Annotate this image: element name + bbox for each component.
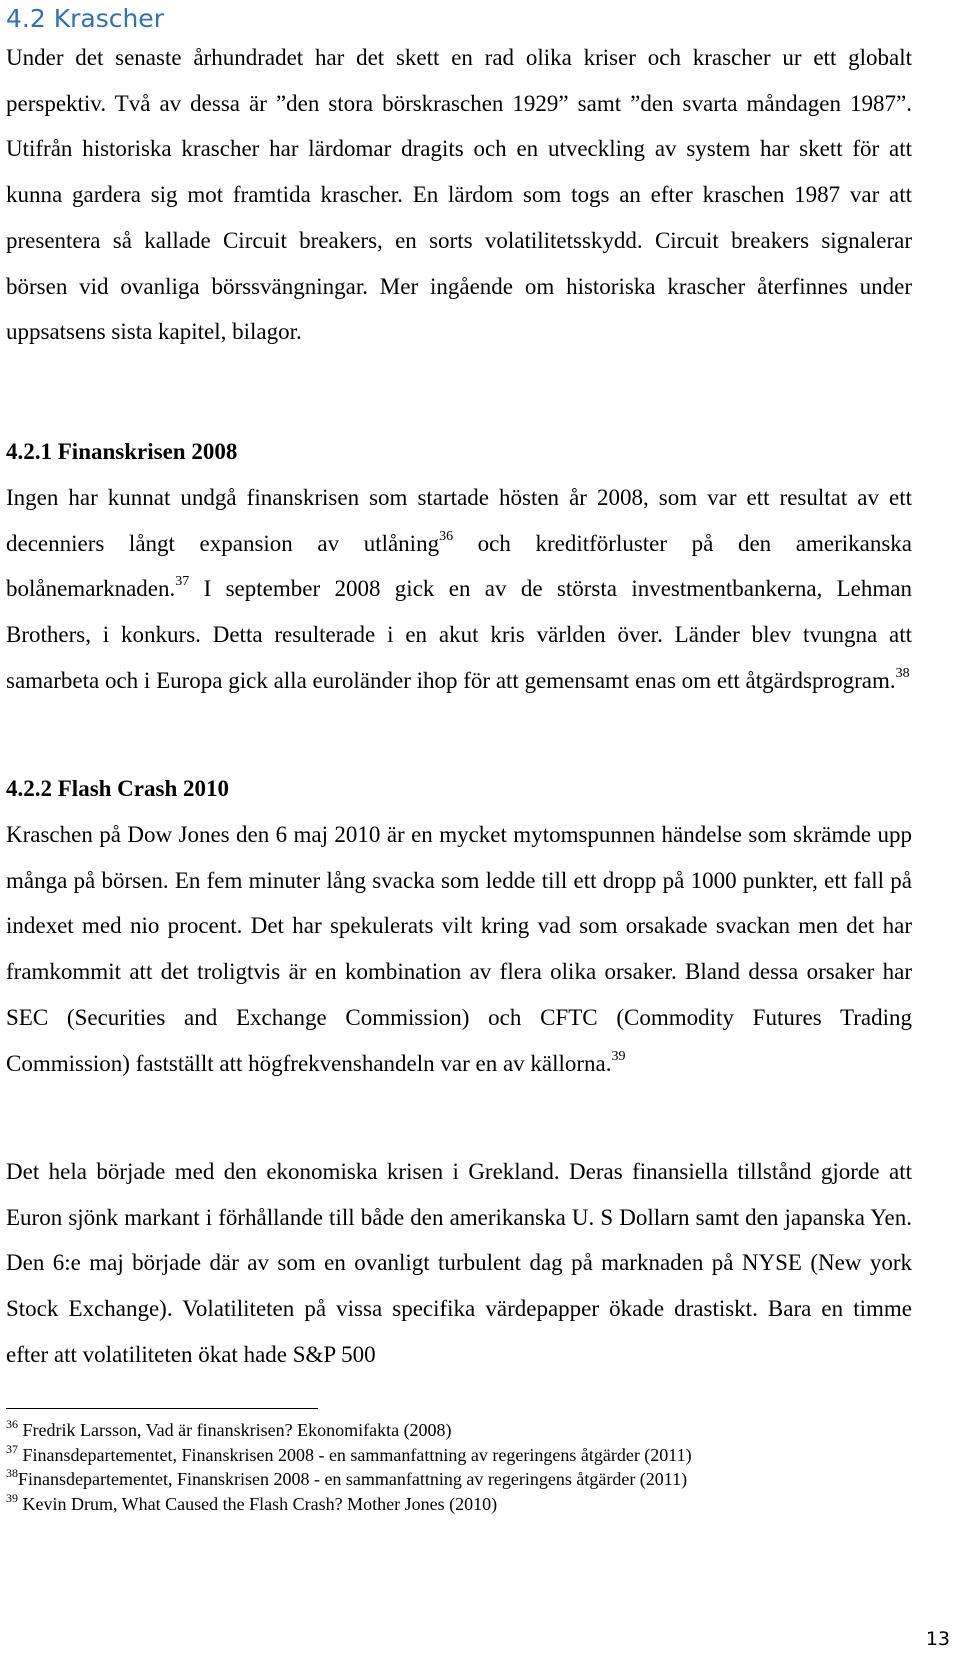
footnote-text: Fredrik Larsson, Vad är finanskrisen? Ekonomifakta (2008) (18, 1420, 452, 1440)
footnote-ref: 38 (895, 665, 910, 681)
footnote-38 (6, 1467, 912, 1492)
footnote-36 (6, 1418, 912, 1443)
page-number: 13 (925, 1628, 950, 1650)
footnote-39 (6, 1492, 912, 1517)
flash-crash-paragraph-1 (6, 812, 912, 1086)
footnote-text: Finansdepartementet, Finanskrisen 2008 - en sammanfattning av regeringens åtgärder (2011) (18, 1469, 688, 1489)
flash-crash-paragraph-2: Det hela började med den ekonomiska krisen i Grekland. Deras finansiella tillstånd gjorde att Euron sjönk markant i förhållande till både den amerikanska U. S Dollarn samt den japanska Yen. Den 6:e maj började där av som en ovanligt turbulent dag på marknaden på NYSE (New york Stock Exchange). Volatiliteten på vissa specifika värdepapper ökade drastiskt. Bara en timme efter att volatiliteten ökat hade S&P 500 (6, 1159, 912, 1367)
paragraph-text: Kraschen på Dow Jones den 6 maj 2010 är en mycket mytomspunnen händelse som skrämde upp många på börsen. En fem minuter lång svacka som ledde till ett dropp på 1000 punkter, ett fall på indexet med nio procent. Det har spekulerats vilt kring vad som orsakade svackan men det har framkommit att det troligtvis är en kombination av flera olika orsaker. Bland dessa orsaker har SEC (Securities and Exchange Commission) och CFTC (Commodity Futures Trading Commission) fastställt att högfrekvenshandeln var en av källorna. (6, 822, 912, 1076)
subsection-heading-flash-crash: 4.2.2 Flash Crash 2010 (6, 776, 229, 801)
footnote-separator (6, 1408, 318, 1409)
section-intro-paragraph: Under det senaste århundradet har det skett en rad olika kriser och krascher ur ett globalt perspektiv. Två av dessa är ”den stora börskraschen 1929” samt ”den svarta måndagen 1987”. Utifrån historiska krascher har lärdomar dragits och en utveckling av system har skett för att kunna gardera sig mot framtida krascher. En lärdom som togs an efter kraschen 1987 var att presentera så kallade Circuit breakers, en sorts volatilitetsskydd. Circuit breakers signalerar börsen vid ovanliga börssvängningar. Mer ingående om historiska krascher återfinnes under uppsatsens sista kapitel, bilagor. (6, 45, 912, 345)
footnotes (6, 1418, 912, 1516)
section-heading: 4.2 Krascher (6, 4, 164, 33)
footnote-ref: 39 (611, 1048, 626, 1064)
footnote-number: 38 (6, 1466, 18, 1480)
subsection-heading-finanskrisen: 4.2.1 Finanskrisen 2008 (6, 439, 238, 464)
paragraph-text: Ingen har kunnat undgå finanskrisen som startade hösten år 2008, som var ett resultat av ett decenniers långt expansion av utlåning (6, 485, 912, 556)
footnote-number: 37 (6, 1441, 18, 1456)
footnote-ref: 37 (175, 574, 190, 590)
paragraph-text: och kreditförluster på den amerikanska bolånemarknaden. (6, 530, 912, 602)
paragraph-text: I september 2008 gick en av de största investmentbankerna, Lehman Brothers, i konkurs. Detta resulterade i en akut kris världen över. Länder blev tvungna att samarbeta och i Europa gick alla euroländer ihop för att gemensamt enas om ett åtgärdsprogram. (6, 576, 912, 693)
footnote-number: 39 (6, 1490, 18, 1505)
footnote-37 (6, 1443, 912, 1468)
footnote-text: Finansdepartementet, Finanskrisen 2008 - en sammanfattning av regeringens åtgärder (2011) (18, 1444, 692, 1465)
finanskrisen-paragraph (6, 475, 912, 704)
footnote-ref: 36 (439, 528, 454, 544)
footnote-text: Kevin Drum, What Caused the Flash Crash? Mother Jones (2010) (18, 1493, 498, 1514)
footnote-number: 36 (6, 1417, 18, 1431)
